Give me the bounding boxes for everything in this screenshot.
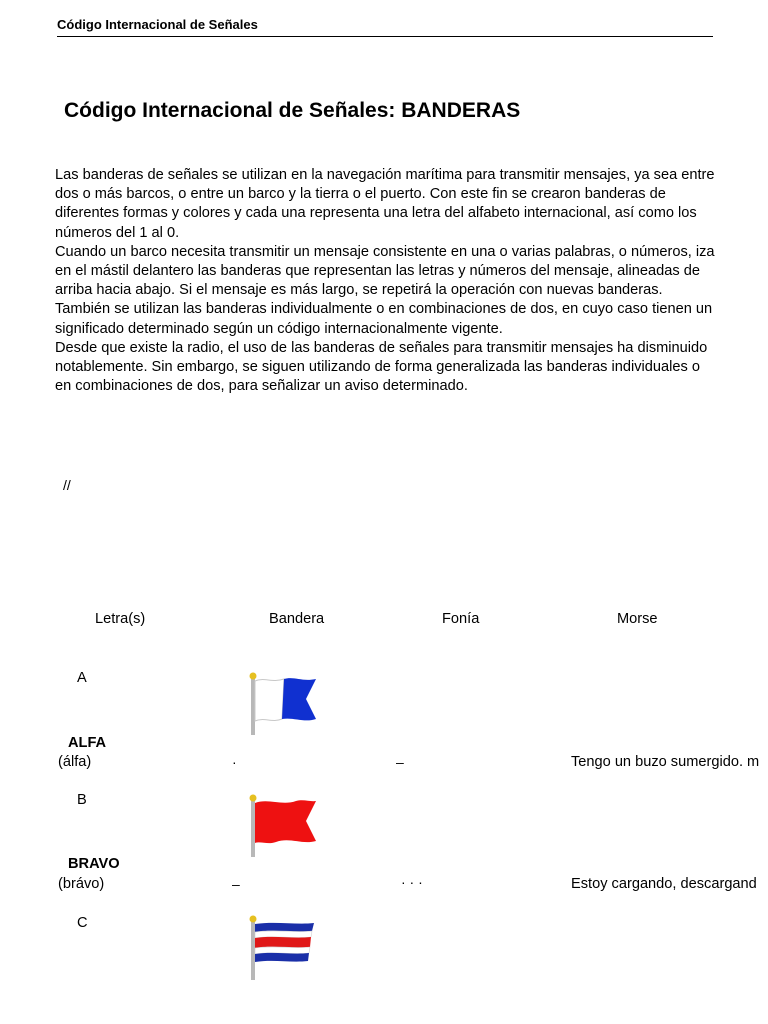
row-a-morse-1: ·	[232, 754, 237, 770]
intro-paragraph: Cuando un barco necesita transmitir un mensaje consistente en una o varias palabras, o números, iza en el mástil delantero las banderas que representan las letras y números del mensaje, alineadas de arriba hacia abajo. Si el mensaje es más largo, se repetirá la operación con nuevas banderas.	[55, 243, 715, 299]
row-a-letter: A	[77, 670, 87, 686]
running-header: Código Internacional de Señales	[57, 17, 713, 37]
row-b-morse-2: · · ·	[401, 874, 423, 890]
header-morse: Morse	[617, 611, 658, 627]
intro-paragraph: Desde que existe la radio, el uso de las banderas de señales para transmitir mensajes ha disminuido notablemente. Sin embargo, se siguen utilizando de forma generalizada las banderas individuales o en combinaciones de dos, para señalizar un aviso determinado.	[55, 339, 708, 395]
row-b-meaning: Estoy cargando, descargand	[571, 876, 757, 892]
row-b-morse-1: –	[232, 876, 240, 892]
intro-paragraph: También se utilizan las banderas individualmente o en combinaciones de dos, en cuyo caso tienen un significado determinado según un código internacionalmente vigente.	[55, 301, 713, 337]
row-b-pronunciation: (brávo)	[58, 876, 105, 892]
flag-charlie-icon	[246, 914, 318, 982]
row-a-meaning: Tengo un buzo sumergido. m	[571, 754, 760, 770]
header-letter: Letra(s)	[95, 611, 146, 627]
flag-bravo-icon	[246, 793, 318, 859]
header-flag: Bandera	[269, 611, 325, 627]
row-a-morse-2: –	[396, 754, 404, 770]
row-a-pronunciation: (álfa)	[58, 754, 92, 770]
page-title: Código Internacional de Señales: BANDERAS	[64, 99, 521, 122]
separator-marks: //	[63, 477, 71, 493]
row-a-code: ALFA	[68, 735, 107, 751]
row-b-code: BRAVO	[68, 856, 120, 872]
header-phonetic: Fonía	[442, 611, 480, 627]
intro-paragraph: Las banderas de señales se utilizan en la navegación marítima para transmitir mensajes, ya sea entre dos o más barcos, o entre un barco y la tierra o el puerto. Con este fin se crearon banderas de diferentes formas y colores y cada una representa una letra del alfabeto internacional, así como los números del 1 al 0.	[55, 167, 715, 241]
intro-text	[55, 166, 715, 396]
flag-alfa-icon	[246, 671, 318, 737]
row-c-letter: C	[77, 915, 88, 931]
row-b-letter: B	[77, 792, 87, 808]
